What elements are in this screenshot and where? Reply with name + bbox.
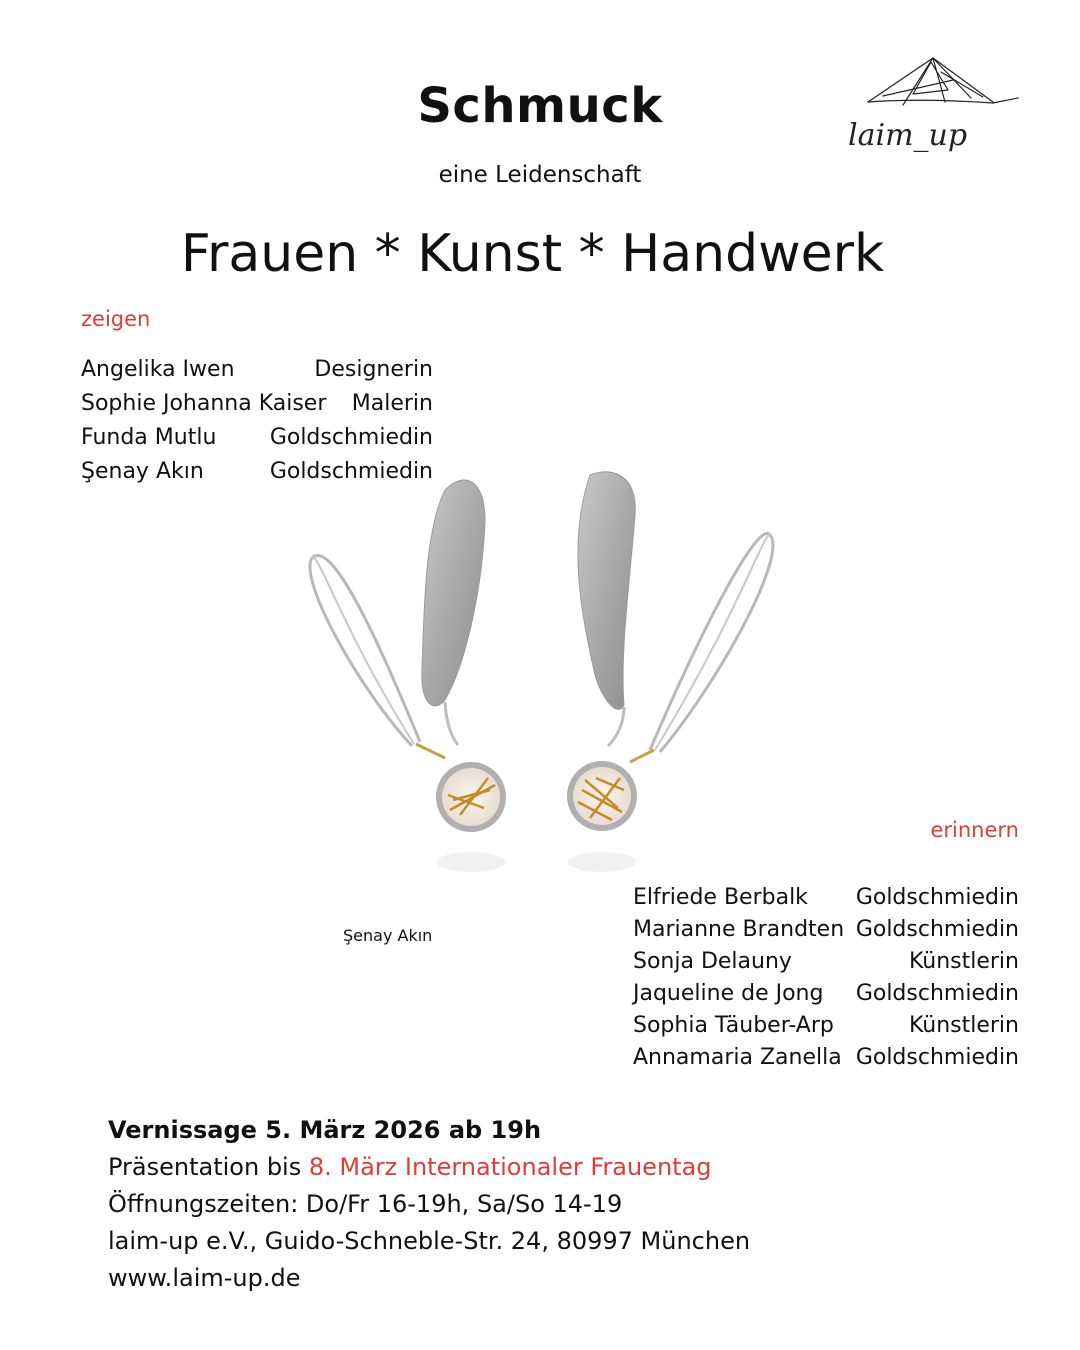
section-label-show: zeigen bbox=[81, 307, 151, 331]
artist-name: Sonja Delauny bbox=[633, 949, 792, 974]
left-earring bbox=[310, 480, 506, 872]
event-info bbox=[108, 1112, 750, 1297]
artist-role: Goldschmiedin bbox=[269, 459, 433, 484]
artist-row bbox=[633, 978, 1019, 1010]
artist-row bbox=[81, 421, 433, 455]
page-title: Schmuck bbox=[417, 78, 663, 134]
vernissage-line: Vernissage 5. März 2026 ab 19h bbox=[108, 1116, 542, 1144]
right-earring bbox=[567, 472, 773, 872]
artist-role: Designerin bbox=[314, 357, 433, 382]
artist-row bbox=[633, 1010, 1019, 1042]
presentation-highlight: 8. März Internationaler Frauentag bbox=[308, 1153, 712, 1181]
opening-hours: Öffnungszeiten: Do/Fr 16-19h, Sa/So 14-19 bbox=[108, 1190, 623, 1218]
artist-row bbox=[633, 1042, 1019, 1074]
artist-name: Funda Mutlu bbox=[81, 425, 217, 450]
image-caption: Şenay Akın bbox=[343, 926, 433, 945]
artist-name: Şenay Akın bbox=[81, 459, 204, 484]
address: laim-up e.V., Guido-Schneble-Str. 24, 80997 München bbox=[108, 1227, 751, 1255]
artist-list-remember bbox=[633, 882, 1019, 1074]
presentation-line bbox=[108, 1149, 750, 1186]
headline: Frauen * Kunst * Handwerk bbox=[180, 224, 885, 284]
website-link[interactable]: www.laim-up.de bbox=[108, 1264, 301, 1292]
artist-row bbox=[633, 882, 1019, 914]
artist-name: Annamaria Zanella bbox=[633, 1045, 842, 1070]
page-subtitle: eine Leidenschaft bbox=[438, 162, 642, 188]
presentation-prefix: Präsentation bis bbox=[108, 1153, 309, 1181]
artist-role: Goldschmiedin bbox=[855, 1045, 1019, 1070]
artist-role: Künstlerin bbox=[908, 1013, 1019, 1038]
artist-role: Malerin bbox=[351, 391, 433, 416]
artist-role: Künstlerin bbox=[908, 949, 1019, 974]
artist-role: Goldschmiedin bbox=[855, 917, 1019, 942]
artist-row bbox=[81, 353, 433, 387]
artist-name: Elfriede Berbalk bbox=[633, 885, 808, 910]
artist-name: Marianne Brandten bbox=[633, 917, 845, 942]
artist-role: Goldschmiedin bbox=[855, 885, 1019, 910]
artist-name: Sophia Täuber-Arp bbox=[633, 1013, 834, 1038]
artist-role: Goldschmiedin bbox=[269, 425, 433, 450]
artist-role: Goldschmiedin bbox=[855, 981, 1019, 1006]
section-label-remember: erinnern bbox=[930, 818, 1019, 842]
artist-row bbox=[81, 387, 433, 421]
artist-row bbox=[633, 946, 1019, 978]
artist-name: Sophie Johanna Kaiser bbox=[81, 391, 327, 416]
artist-name: Angelika Iwen bbox=[81, 357, 235, 382]
artist-name: Jaqueline de Jong bbox=[633, 981, 824, 1006]
logo-text: laim_up bbox=[848, 118, 968, 153]
artist-row bbox=[633, 914, 1019, 946]
